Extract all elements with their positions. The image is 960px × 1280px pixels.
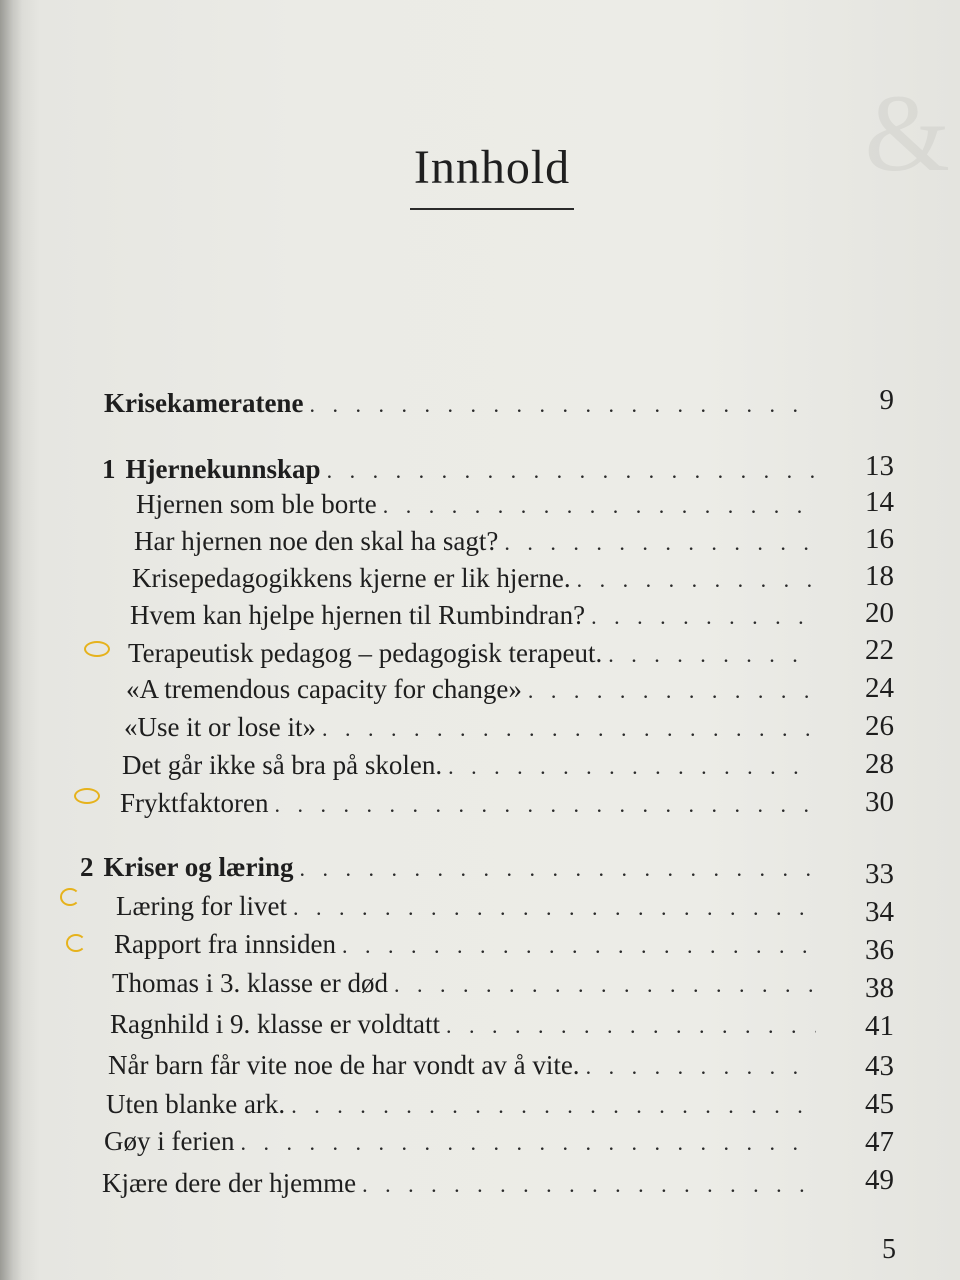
- dot-leader: [342, 933, 816, 959]
- toc-entry-title: Kriser og læring: [103, 852, 294, 882]
- dot-leader: [362, 1172, 816, 1198]
- toc-entry-title: Krisekameratene: [104, 388, 304, 418]
- toc-entry-title: Læring for livet: [116, 891, 287, 921]
- toc-entry-title: Det går ikke så bra på skolen.: [122, 750, 443, 780]
- toc-entry-title: Kjære dere der hjemme: [102, 1168, 357, 1198]
- dot-leader: [528, 678, 816, 704]
- toc-page-number: 33: [865, 858, 894, 890]
- toc-entry: [126, 674, 822, 712]
- highlight-mark: [74, 788, 100, 804]
- chapter-number: 1: [102, 454, 116, 484]
- toc-entry: [136, 489, 822, 527]
- toc-entry-title: Har hjernen noe den skal ha sagt?: [134, 526, 499, 556]
- dot-leader: [274, 792, 816, 818]
- dot-leader: [577, 567, 816, 593]
- toc-page-number: 34: [865, 896, 894, 928]
- dot-leader: [586, 1054, 816, 1080]
- toc-entry-title: Thomas i 3. klasse er død: [112, 968, 388, 998]
- toc-entry: [102, 1168, 822, 1206]
- toc-entry-title: Terapeutisk pedagog – pedagogisk terapeut.: [128, 638, 603, 668]
- toc-entry-title: «Use it or lose it»: [124, 712, 316, 742]
- toc-page-number: 30: [865, 786, 894, 818]
- dot-leader: [322, 716, 816, 742]
- toc-page-number: 24: [865, 672, 894, 704]
- dot-leader: [448, 754, 816, 780]
- dot-leader: [293, 895, 816, 921]
- toc-entry: [132, 563, 822, 601]
- toc-entry: [134, 526, 822, 564]
- toc-entry: [128, 638, 822, 676]
- dot-leader: [591, 604, 816, 630]
- toc-entry: [130, 600, 822, 638]
- toc-page-number: 22: [865, 634, 894, 666]
- chapter-number: 2: [80, 852, 94, 882]
- toc-page-number: 41: [865, 1010, 894, 1042]
- toc-entry: [114, 929, 822, 967]
- toc-page-number: 45: [865, 1088, 894, 1120]
- toc-entry-title: «A tremendous capacity for change»: [126, 674, 522, 704]
- toc-page-number: 9: [879, 384, 894, 416]
- toc-entry-title: Hjernen som ble borte: [136, 489, 377, 519]
- dot-leader: [446, 1013, 816, 1039]
- dot-leader: [383, 493, 816, 519]
- toc-page-number: 43: [865, 1050, 894, 1082]
- dot-leader: [394, 972, 816, 998]
- toc-page-number: 13: [865, 450, 894, 482]
- dot-leader: [309, 392, 816, 418]
- toc-page-number: 36: [865, 934, 894, 966]
- toc-entry-title: Fryktfaktoren: [120, 788, 269, 818]
- toc-page-number: 18: [865, 560, 894, 592]
- toc-entry: [110, 1009, 822, 1047]
- toc-page-number: 38: [865, 972, 894, 1004]
- toc-entry: [124, 712, 822, 750]
- toc-entry: [104, 1126, 822, 1164]
- toc-page-number: 20: [865, 597, 894, 629]
- dot-leader: [299, 856, 816, 882]
- page-title: Innhold: [413, 141, 571, 194]
- toc-page-number: 26: [865, 710, 894, 742]
- toc-entry: [102, 454, 822, 492]
- highlight-mark: [66, 934, 86, 952]
- dot-leader: [608, 642, 816, 668]
- dot-leader: [240, 1130, 816, 1156]
- toc-page-number: 28: [865, 748, 894, 780]
- highlight-mark: [84, 641, 110, 657]
- toc-entry-title: Hjernekunnskap: [125, 454, 321, 484]
- toc-page-number: 49: [865, 1164, 894, 1196]
- toc-entry-title: Rapport fra innsiden: [114, 929, 336, 959]
- toc-entry: [106, 1089, 822, 1127]
- toc-entry: [112, 968, 822, 1006]
- toc-entry: [120, 788, 822, 826]
- toc-entry-title: Uten blanke ark.: [106, 1089, 286, 1119]
- highlight-mark: [60, 888, 80, 906]
- toc-entry-title: Gøy i ferien: [104, 1126, 235, 1156]
- toc-entry-title: Ragnhild i 9. klasse er voldtatt: [110, 1009, 440, 1039]
- toc-page-number: 16: [865, 523, 894, 555]
- toc-entry-title: Hvem kan hjelpe hjernen til Rumbindran?: [130, 600, 586, 630]
- toc-entry: [122, 750, 822, 788]
- dot-leader: [327, 458, 816, 484]
- toc-entry-title: Når barn får vite noe de har vondt av å vite.: [108, 1050, 580, 1080]
- show-through-glyph: &: [864, 72, 950, 194]
- dot-leader: [291, 1093, 816, 1119]
- toc-entry: [108, 1050, 822, 1088]
- toc-entry: [116, 891, 822, 929]
- page-number: 5: [882, 1234, 896, 1265]
- toc-page-number: 47: [865, 1126, 894, 1158]
- dot-leader: [504, 530, 816, 556]
- toc-page-number: 14: [865, 486, 894, 518]
- toc-entry: [104, 388, 822, 426]
- toc-entry-title: Krisepedagogikkens kjerne er lik hjerne.: [132, 563, 571, 593]
- toc-entry: [80, 852, 822, 890]
